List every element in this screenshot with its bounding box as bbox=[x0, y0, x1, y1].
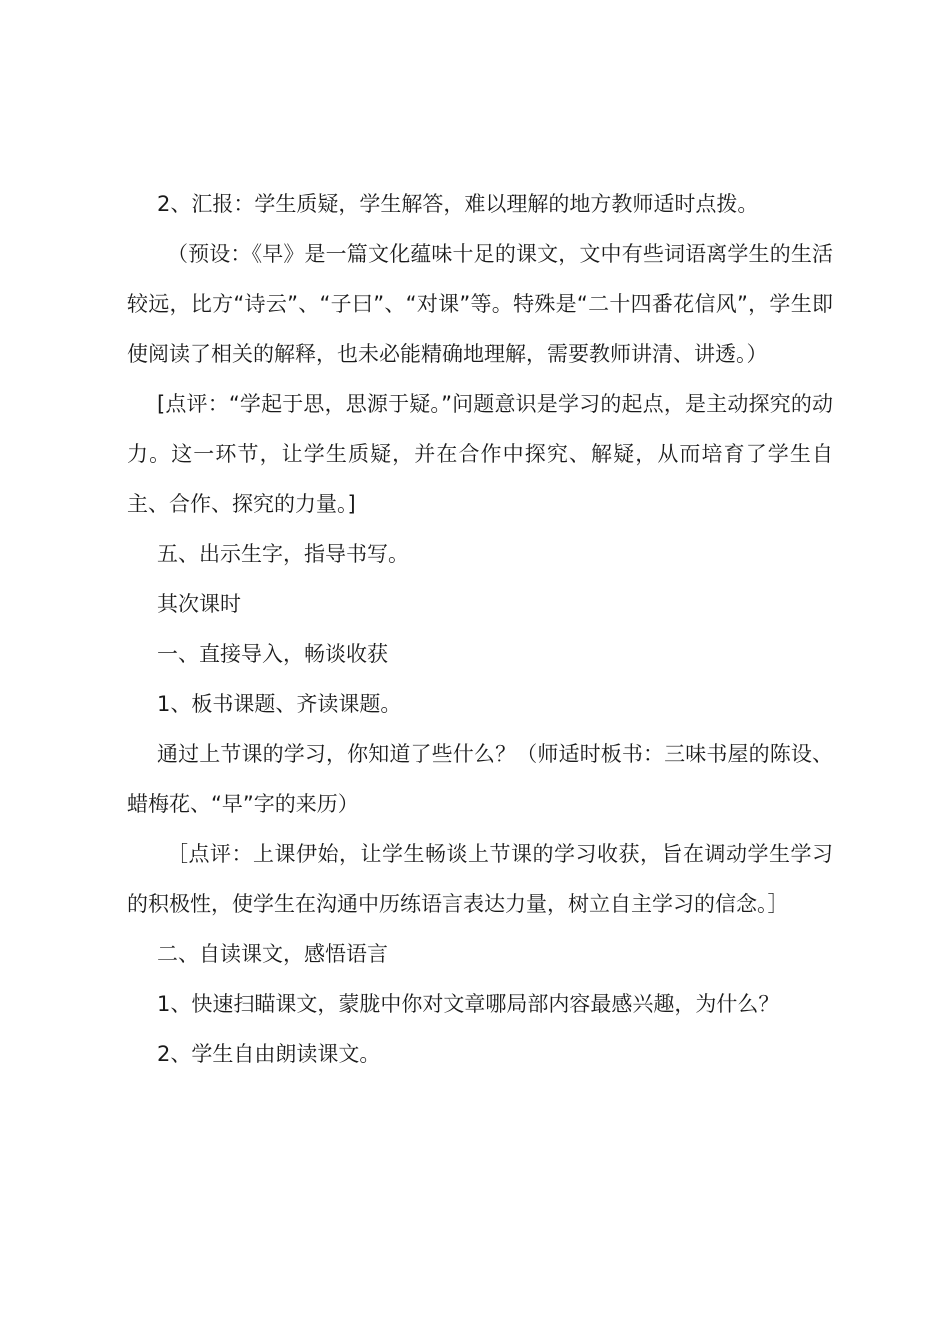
paragraph-quick-scan: 1、快速扫瞄课文，蒙胧中你对文章哪局部内容最感兴趣，为什么？ bbox=[157, 992, 780, 1016]
paragraph-comment-questioning: [点评：“学起于思，思源于疑。”问题意识是学习的起点，是主动探究的动力。这一环节，让学生质疑，并在合作中探究、解疑，从而培育了学生自主、合作、探究的力量。] bbox=[127, 392, 833, 516]
paragraph-second-lesson: 其次课时 bbox=[157, 592, 241, 616]
paragraph-board-title: 1、板书课题、齐读课题。 bbox=[157, 692, 402, 716]
paragraph-section-two: 二、自读课文，感悟语言 bbox=[157, 942, 388, 966]
paragraph-report: 2、汇报：学生质疑，学生解答，难以理解的地方教师适时点拨。 bbox=[157, 192, 759, 216]
paragraph-review-question: 通过上节课的学习，你知道了些什么？（师适时板书：三味书屋的陈设、蜡梅花、“早”字的来历） bbox=[127, 742, 833, 816]
paragraph-free-reading: 2、学生自由朗读课文。 bbox=[157, 1042, 381, 1066]
paragraph-section-one: 一、直接导入，畅谈收获 bbox=[157, 642, 388, 666]
paragraph-section-five: 五、出示生字，指导书写。 bbox=[157, 542, 409, 566]
document-page bbox=[127, 179, 833, 1079]
paragraph-comment-harvest: ［点评：上课伊始，让学生畅谈上节课的学习收获，旨在调动学生学习的积极性，使学生在沟通中历练语言表达力量，树立自主学习的信念。］ bbox=[127, 842, 833, 916]
paragraph-preset-note: （预设：《早》是一篇文化蕴味十足的课文，文中有些词语离学生的生活较远，比方“诗云”、“子曰”、“对课”等。特殊是“二十四番花信风”，学生即使阅读了相关的解释，也未必能精确地理解，需要教师讲清、讲透。） bbox=[127, 242, 833, 366]
